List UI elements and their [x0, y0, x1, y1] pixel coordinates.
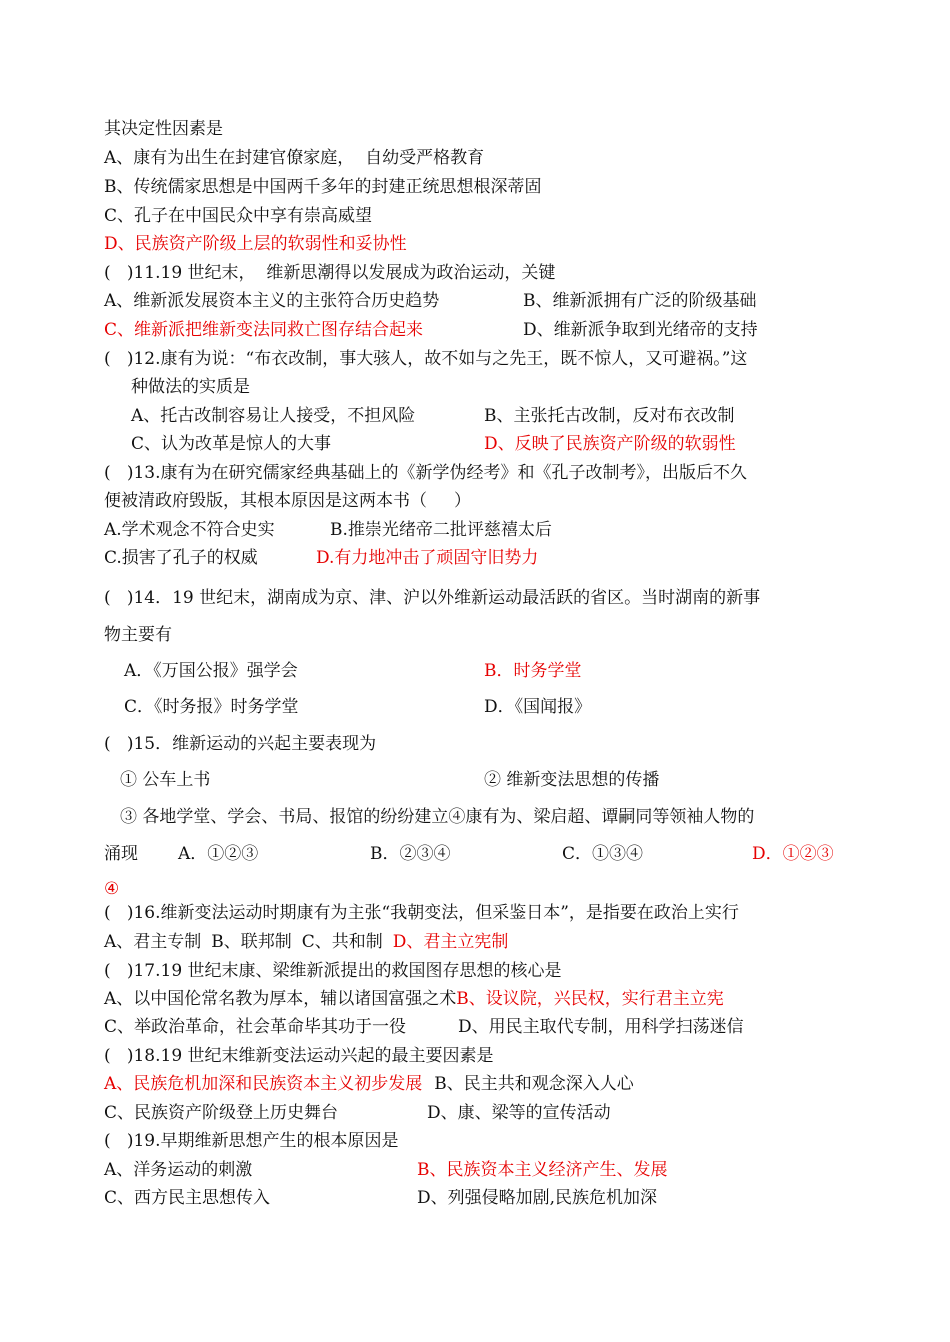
q18-option-c: C、民族资产阶级登上历史舞台	[104, 1103, 339, 1123]
q15-item-3-4: ③ 各地学堂、学会、书局、报馆的纷纷建立④康有为、梁启超、谭嗣同等领袖人物的	[120, 807, 755, 827]
q14-option-b-answer: B．时务学堂	[484, 661, 582, 681]
q14-option-a: A．《万国公报》强学会	[124, 661, 298, 681]
q17-option-a: A、以中国伦常名教为厚本，辅以诸国富强之术	[104, 989, 457, 1009]
q16-stem: ( )16.维新变法运动时期康有为主张“我朝变法，但采鉴日本”，是指要在政治上实行	[104, 903, 739, 923]
q16-option-a: A、君主专制	[104, 932, 202, 952]
q15-item-tail: 涌现	[104, 844, 138, 864]
q14-stem-line1: ( )14．19 世纪末，湖南成为京、津、沪以外维新运动最活跃的省区。当时湖南的新事	[104, 588, 761, 608]
q12-stem-line2: 种做法的实质是	[131, 377, 250, 397]
q10-option-c: C、孔子在中国民众中享有崇高威望	[104, 206, 373, 226]
q10-option-b: B、传统儒家思想是中国两千多年的封建正统思想根深蒂固	[104, 177, 542, 197]
q19-option-c: C、西方民主思想传入	[104, 1188, 271, 1208]
q13-option-c: C.损害了孔子的权威	[104, 548, 258, 568]
q17-stem: ( )17.19 世纪末康、梁维新派提出的救国图存思想的核心是	[104, 961, 562, 981]
q16-option-c: C、共和制	[301, 932, 383, 952]
q14-option-d: D．《国闻报》	[484, 697, 592, 717]
q16-option-d-answer: D、君主立宪制	[392, 932, 509, 952]
q18-option-a-answer: A、民族危机加深和民族资本主义初步发展	[104, 1074, 423, 1094]
q11-option-d: D、维新派争取到光绪帝的支持	[523, 320, 758, 340]
q10-option-d-answer: D、民族资产阶级上层的软弱性和妥协性	[104, 234, 407, 254]
q14-stem-line2: 物主要有	[104, 625, 172, 645]
q17-options-ab	[104, 988, 724, 1010]
q10-option-a: A、康有为出生在封建官僚家庭， 自幼受严格教育	[104, 148, 485, 168]
q17-option-b-answer: B、设议院，兴民权，实行君主立宪	[456, 989, 724, 1009]
q18-option-d: D、康、梁等的宣传活动	[427, 1103, 611, 1123]
q13-stem-line1: ( )13.康有为在研究儒家经典基础上的《新学伪经考》和《孔子改制考》，出版后不久	[104, 463, 748, 483]
q11-stem: ( )11.19 世纪末， 维新思潮得以发展成为政治运动，关键	[104, 263, 556, 283]
q15-stem: ( )15．维新运动的兴起主要表现为	[104, 734, 377, 754]
q10-stem-tail: 其决定性因素是	[104, 119, 223, 139]
q15-item-2: ② 维新变法思想的传播	[484, 770, 660, 790]
q18-option-b: B、民主共和观念深入人心	[434, 1074, 634, 1094]
q16-option-b: B、联邦制	[211, 932, 292, 952]
q15-option-d-answer-cont: ④	[104, 879, 120, 899]
q17-option-c: C、举政治革命，社会革命毕其功于一役	[104, 1017, 407, 1037]
q12-option-c: C、认为改革是惊人的大事	[131, 434, 332, 454]
q14-option-c: C．《时务报》时务学堂	[124, 697, 299, 717]
q15-option-d-answer: D．①②③	[752, 844, 834, 864]
q11-option-a: A、维新派发展资本主义的主张符合历史趋势	[104, 291, 440, 311]
q12-stem-line1: ( )12.康有为说：“布衣改制，事大骇人，故不如与之先王，既不惊人，又可避祸。”这	[104, 349, 748, 369]
q12-option-a: A、托古改制容易让人接受，不担风险	[131, 406, 416, 426]
q15-item-1: ① 公车上书	[120, 770, 211, 790]
q13-option-d-answer: D.有力地冲击了顽固守旧势力	[316, 548, 539, 568]
q19-option-b-answer: B、民族资本主义经济产生、发展	[417, 1160, 668, 1180]
q13-option-b: B.推崇光绪帝二批评慈禧太后	[330, 520, 552, 540]
q13-stem-line2: 便被清政府毁版，其根本原因是这两本书（ ）	[104, 491, 472, 511]
q15-option-a: A．①②③	[178, 844, 259, 864]
q15-option-b: B．②③④	[370, 844, 451, 864]
q13-option-a: A.学术观念不符合史实	[104, 520, 275, 540]
q19-option-d: D、列强侵略加剧,民族危机加深	[417, 1188, 658, 1208]
q12-option-b: B、主张托古改制，反对布衣改制	[484, 406, 735, 426]
q15-option-c: C．①③④	[562, 844, 644, 864]
q11-option-b: B、维新派拥有广泛的阶级基础	[523, 291, 757, 311]
q17-option-d: D、用民主取代专制，用科学扫荡迷信	[458, 1017, 744, 1037]
q11-option-c-answer: C、维新派把维新变法同救亡图存结合起来	[104, 320, 424, 340]
q19-option-a: A、洋务运动的刺激	[104, 1160, 253, 1180]
q18-options-ab	[104, 1073, 634, 1095]
q19-stem: ( )19.早期维新思想产生的根本原因是	[104, 1131, 399, 1151]
q12-option-d-answer: D、反映了民族资产阶级的软弱性	[484, 434, 736, 454]
q16-options	[104, 931, 508, 953]
q18-stem: ( )18.19 世纪末维新变法运动兴起的最主要因素是	[104, 1046, 494, 1066]
